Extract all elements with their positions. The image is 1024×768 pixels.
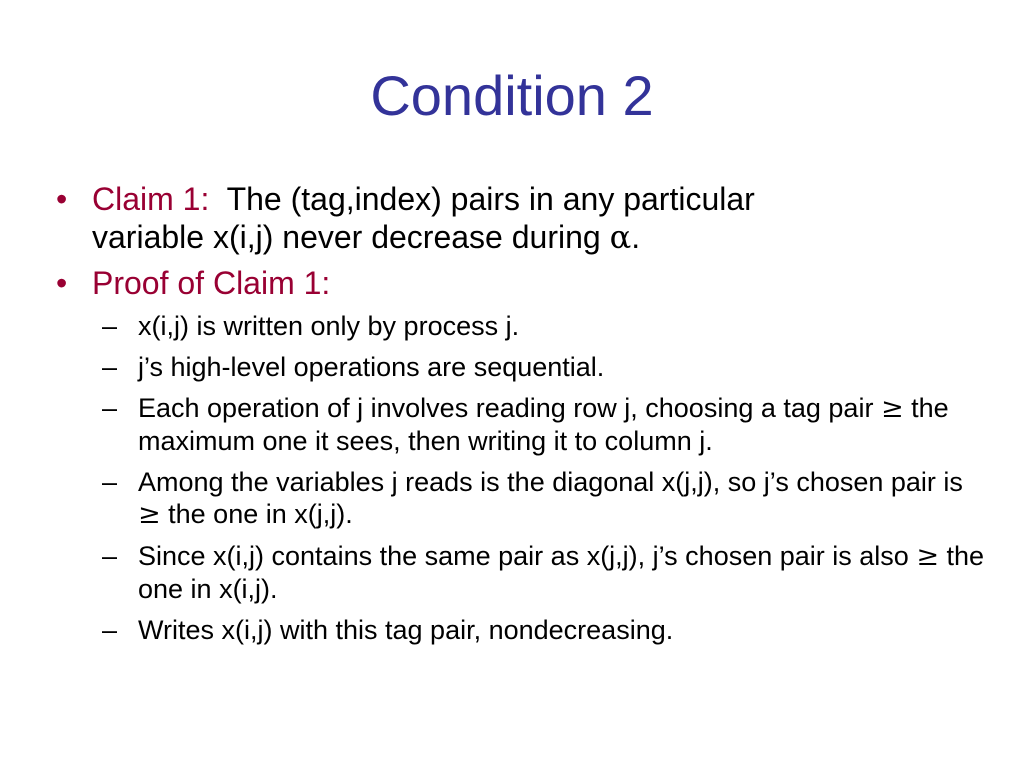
proof-step-text-cont: the one in x(j,j). — [168, 499, 353, 529]
alpha-symbol: α — [609, 218, 632, 256]
claim-period: . — [631, 219, 641, 255]
dash-icon: – — [102, 352, 118, 382]
bullet-list — [52, 180, 992, 655]
claim-text-line2: variable x(i,j) never decrease during — [92, 219, 601, 255]
geq-symbol: ≥ — [916, 541, 939, 572]
geq-symbol: ≥ — [138, 499, 161, 530]
proof-step-text: x(i,j) is written only by process j. — [138, 311, 520, 341]
dash-icon: – — [102, 541, 118, 571]
proof-label: Proof of Claim 1: — [92, 265, 331, 301]
dash-icon: – — [102, 467, 118, 497]
claim-bullet — [52, 180, 992, 256]
proof-bullet — [52, 264, 992, 302]
proof-steps — [52, 310, 992, 646]
dash-icon: – — [102, 615, 118, 645]
proof-step-text: Since x(i,j) contains the same pair as x(j,j), j’s chosen pair is also — [138, 541, 909, 571]
proof-step-text: Each operation of j involves reading row j, choosing a tag pair — [138, 393, 874, 423]
bullet-icon: • — [56, 181, 68, 217]
proof-step-text: Among the variables j reads is the diagonal x(j,j), so j’s chosen pair is — [138, 467, 963, 497]
proof-step-text: Writes x(i,j) with this tag pair, nondecreasing. — [138, 615, 674, 645]
bullet-icon: • — [56, 265, 68, 301]
proof-step-text-cont: the maximum one it sees, then writing it to column j. — [138, 393, 949, 456]
claim-label: Claim 1: — [92, 181, 210, 217]
slide-title: Condition 2 — [370, 64, 654, 127]
claim-text-line1: The (tag,index) pairs in any particular — [226, 181, 755, 217]
proof-step — [52, 351, 992, 383]
geq-symbol: ≥ — [880, 393, 904, 424]
proof-step — [52, 540, 992, 605]
proof-step-text: j’s high-level operations are sequential. — [138, 352, 605, 382]
dash-icon: – — [102, 311, 118, 341]
dash-icon: – — [102, 393, 118, 423]
proof-step — [52, 466, 992, 531]
proof-step — [52, 392, 992, 457]
proof-step — [52, 614, 992, 646]
proof-step — [52, 310, 992, 342]
proof-step-text-cont: the one in x(i,j). — [138, 541, 985, 604]
